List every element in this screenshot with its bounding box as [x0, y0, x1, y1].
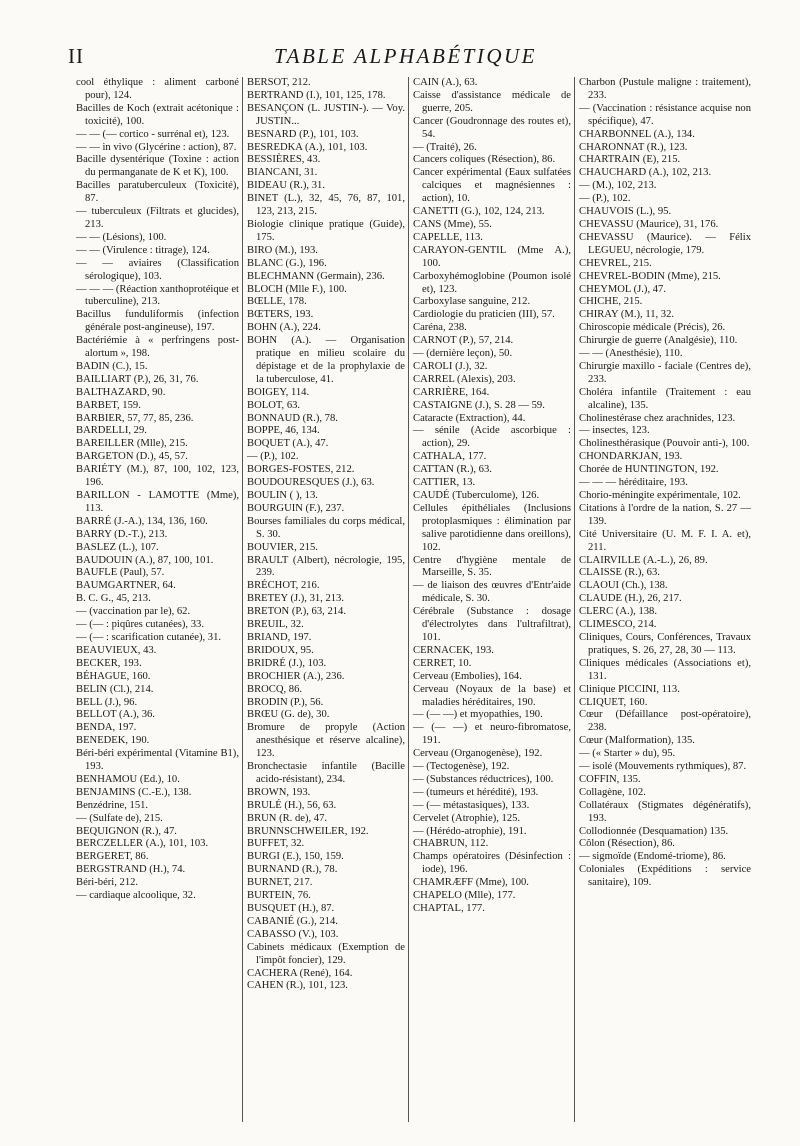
index-entry: BALTHAZARD, 90. [76, 386, 166, 398]
index-entry: BRODIN (P.), 56. [247, 696, 324, 708]
index-entry: BURGI (E.), 150, 159. [247, 851, 344, 863]
index-entry: — — (Anesthésie), 110. [579, 348, 683, 360]
index-entry: BRULÉ (H.), 56, 63. [247, 799, 337, 811]
index-entry: BAUFLE (Paul), 57. [76, 567, 165, 579]
index-entry: CATTAN (R.), 63. [413, 464, 492, 476]
index-entry: — (Traité), 26. [413, 141, 477, 153]
index-entry: BRAULT (Albert), nécrologie, 195, 239. [247, 554, 405, 579]
index-entry: BIANCANI, 31. [247, 167, 318, 179]
index-entry: Carboxylase sanguine, 212. [413, 296, 531, 308]
index-entry: — sénile (Acide ascorbique : action), 29. [413, 425, 571, 450]
index-entry: CHEVREL-BODIN (Mme), 215. [579, 270, 721, 282]
index-entry: CABASSO (V.), 103. [247, 928, 339, 940]
index-entry: BOLOT, 63. [247, 399, 301, 411]
index-entry: BRETEY (J.), 31, 213. [247, 593, 345, 605]
index-entry: — (P.), 102. [579, 193, 631, 205]
index-entry: CLAIRVILLE (A.-L.), 26, 89. [579, 554, 708, 566]
index-entry: Benzédrine, 151. [76, 799, 149, 811]
index-entry: Cardiologie du praticien (III), 57. [413, 309, 555, 321]
index-entry: CHICHE, 215. [579, 296, 643, 308]
index-entry: Carboxyhémoglobine (Poumon isolé et), 123. [413, 270, 571, 295]
index-entry: CLIQUET, 160. [579, 696, 648, 708]
index-entry: — — — (Réaction xanthoprotéique et tuberculine), 213. [76, 283, 239, 308]
index-entry: — (« Starter » du), 95. [579, 748, 676, 760]
index-entry: Choléra infantile (Traitement : eau alcaline), 135. [579, 386, 751, 411]
index-entry: BINET (L.), 32, 45, 76, 87, 101, 123, 213, 215. [247, 193, 405, 218]
index-entry: BREUIL, 32. [247, 619, 304, 631]
index-entry: BERCZELLER (A.), 101, 103. [76, 838, 209, 850]
index-entry: BRIDOUX, 95. [247, 644, 314, 656]
index-entry: — — — héréditaire, 193. [579, 477, 688, 489]
index-entry: BARBIER, 57, 77, 85, 236. [76, 412, 194, 424]
index-entry: — (— —) et myopathies, 190. [413, 709, 543, 721]
index-entry: BARILLON - LAMOTTE (Mme), 113. [76, 490, 239, 514]
index-entry: CERRET, 10. [413, 657, 472, 669]
index-entry: CLIMESCO, 214. [579, 619, 657, 631]
index-entry: CAROLI (J.), 32. [413, 360, 488, 372]
index-entry: — (Substances réductrices), 100. [413, 773, 554, 785]
index-entry: CLAISSE (R.), 63. [579, 567, 660, 579]
index-entry: BRIAND, 197. [247, 631, 312, 643]
index-entry: CHEVASSU (Maurice), 31, 176. [579, 218, 719, 230]
index-entry: BUFFET, 32. [247, 838, 305, 850]
index-entry: Cancers coliques (Résection), 86. [413, 154, 556, 166]
index-entry: BADIN (C.), 15. [76, 360, 148, 372]
index-entry: CHABRUN, 112. [413, 838, 489, 850]
index-entry: Collatéraux (Stigmates dégénératifs), 193. [579, 799, 751, 824]
index-entry: Cataracte (Extraction), 44. [413, 412, 526, 424]
index-entry: CERNACEK, 193. [413, 644, 494, 656]
index-column-3 [409, 77, 575, 1122]
index-entry: cool éthylique : aliment carboné pour), 124. [76, 77, 239, 101]
index-entry: Charbon (Pustule maligne : traitement), 233. [579, 77, 751, 101]
index-entry: BOUVIER, 215. [247, 541, 318, 553]
index-column-4 [575, 77, 754, 1122]
index-entry: CHEVREL, 215. [579, 257, 652, 269]
index-entry: BESANÇON (L. JUSTIN-). — Voy. JUSTIN... [247, 102, 405, 127]
index-entry: BERSOT, 212. [247, 77, 311, 88]
index-entry: CHARONNAT (R.), 123. [579, 141, 688, 153]
index-entry: Cerveau (Embolies), 164. [413, 670, 522, 682]
index-entry: Cœur (Malformation), 135. [579, 735, 695, 747]
index-entry: Chorée de HUNTINGTON, 192. [579, 464, 719, 476]
index-entry: CAHEN (R.), 101, 123. [247, 980, 348, 992]
index-entry: BURNET, 217. [247, 877, 313, 889]
index-entry: BAREILLER (Mlle), 215. [76, 438, 188, 450]
index-entry: — (tumeurs et hérédité), 193. [413, 786, 539, 798]
index-entry: BERTRAND (I.), 101, 125, 178. [247, 89, 386, 101]
index-entry: CAUDÉ (Tuberculome), 126. [413, 490, 540, 501]
index-column-2 [243, 77, 409, 1122]
index-entry: Collodionnée (Desquamation) 135. [579, 825, 729, 837]
index-entry: BRETON (P.), 63, 214. [247, 606, 346, 618]
index-entry: Centre d'hygiène mentale de Marseille, S. 35. [413, 554, 571, 579]
index-entry: — (— —) et neuro-fibromatose, 191. [413, 722, 571, 747]
index-entry: CHAUVOIS (L.), 95. [579, 206, 672, 218]
index-entry: CARRIÈRE, 164. [413, 386, 490, 398]
index-entry: Cliniques médicales (Associations et), 131. [579, 657, 751, 682]
index-entry: — isolé (Mouvements rythmiques), 87. [579, 761, 747, 773]
index-entry: CHAPELO (Mlle), 177. [413, 890, 516, 902]
index-entry: BELL (J.), 96. [76, 696, 138, 708]
index-entry: BROCHIER (A.), 236. [247, 670, 345, 682]
index-entry: Bacilles paratuberculeux (Toxicité), 87. [76, 180, 239, 205]
index-entry: — (dernière leçon), 50. [413, 348, 513, 360]
index-entry: BELLOT (A.), 36. [76, 709, 155, 721]
index-entry: CHAUCHARD (A.), 102, 213. [579, 167, 712, 179]
index-entry: B. C. G., 45, 213. [76, 593, 151, 605]
index-entry: — (Sulfate de), 215. [76, 812, 163, 824]
page-number: II [68, 44, 84, 68]
index-entry: CARAYON-GENTIL (Mme A.), 100. [413, 244, 571, 269]
index-entry: BOQUET (A.), 47. [247, 438, 329, 450]
index-entry: BLANC (G.), 196. [247, 257, 327, 269]
index-entry: CATHALA, 177. [413, 451, 487, 463]
index-entry: CACHERA (René), 164. [247, 967, 353, 979]
page-header [68, 44, 743, 78]
index-entry: BURTEIN, 76. [247, 890, 311, 902]
index-entry: Côlon (Résection), 86. [579, 838, 675, 850]
index-entry: Bacille dysentérique (Toxine : action du permanganate de K et K), 100. [76, 154, 239, 179]
index-entry: Cervelet (Atrophie), 125. [413, 812, 521, 824]
index-entry: Cellules épithéliales (Inclusions protoplasmiques : élimination par salive parotidienne dans oreillons), 102. [413, 502, 571, 553]
index-entry: BECKER, 193. [76, 657, 142, 669]
index-entry: CHEVASSU (Maurice). — Félix LEGUEU, nécrologie, 179. [579, 231, 751, 256]
index-entry: Bronchectasie infantile (Bacille acido-résistant), 234. [247, 761, 405, 785]
index-entry: BOHN (A.), 224. [247, 322, 321, 334]
index-entry: BOUDOURESQUES (J.), 63. [247, 477, 375, 489]
index-entry: Coloniales (Expéditions : service sanitaire), 109. [579, 864, 751, 889]
index-entry: BŒTERS, 193. [247, 309, 314, 321]
index-entry: Cérébrale (Substance : dosage d'électrolytes dans l'ultrafiltrat), 101. [413, 606, 571, 643]
index-entry: BESSIÈRES, 43. [247, 154, 321, 166]
index-entry: — (P.), 102. [247, 451, 299, 463]
index-entry: BROWN, 193. [247, 786, 311, 798]
index-entry: CANETTI (G.), 102, 124, 213. [413, 206, 545, 218]
index-entry: BONNAUD (R.), 78. [247, 412, 338, 424]
index-entry: CHARTRAIN (E), 215. [579, 154, 681, 166]
index-entry: — de liaison des œuvres d'Entr'aide médicale, S. 30. [413, 580, 571, 605]
index-entry: BASLEZ (L.), 107. [76, 541, 159, 553]
index-entry: BRUNNSCHWEILER, 192. [247, 825, 369, 837]
index-entry: — — in vivo (Glycérine : action), 87. [76, 141, 237, 153]
index-entry: Cholinestérase chez arachnides, 123. [579, 412, 736, 424]
index-entry: CASTAIGNE (J.), S. 28 — 59. [413, 399, 545, 411]
index-entry: Cancer (Goudronnage des routes et), 54. [413, 115, 571, 140]
index-entry: — (Vaccination : résistance acquise non spécifique), 47. [579, 102, 751, 127]
index-entry: BARRÉ (J.-A.), 134, 136, 160. [76, 515, 208, 527]
index-entry: BLECHMANN (Germain), 236. [247, 270, 385, 282]
index-entry: CABANIÉ (G.), 214. [247, 915, 338, 927]
index-entry: BERGERET, 86. [76, 851, 149, 863]
index-entry: BŒLLE, 178. [247, 296, 307, 308]
index-entry: Cerveau (Organogenèse), 192. [413, 748, 543, 760]
index-entry: CAPELLE, 113. [413, 231, 483, 243]
index-entry: BARGETON (D.), 45, 57. [76, 451, 188, 463]
index-entry: — — (Virulence : titrage), 124. [76, 244, 210, 256]
index-entry: CHIRAY (M.), 11, 32. [579, 309, 675, 321]
index-entry: COFFIN, 135. [579, 773, 641, 785]
index-entry: — insectes, 123. [579, 425, 650, 437]
index-entry: Cerveau (Noyaux de la base) et maladies héréditaires, 190. [413, 683, 571, 708]
index-entry: CHAMRÆFF (Mme), 100. [413, 877, 529, 889]
index-entry: CLAOUI (Ch.), 138. [579, 580, 668, 592]
index-entry: Chirurgie de guerre (Analgésie), 110. [579, 335, 738, 347]
index-entry: BIRO (M.), 193. [247, 244, 318, 256]
index-entry: BOULIN ( ), 13. [247, 490, 318, 501]
index-entry: — (— : scarification cutanée), 31. [76, 631, 222, 643]
index-entry: Bacilles de Koch (extrait acétonique : toxicité), 100. [76, 102, 239, 127]
index-entry: CAIN (A.), 63. [413, 77, 478, 88]
index-entry: — — (— cortico - surrénal et), 123. [76, 128, 230, 140]
index-entry: Champs opératoires (Désinfection : iode), 196. [413, 851, 571, 876]
running-title: TABLE ALPHABÉTIQUE [274, 44, 537, 68]
index-entry: BURNAND (R.), 78. [247, 864, 338, 876]
index-entry: BOURGUIN (F.), 237. [247, 502, 345, 514]
index-entry: Clinique PICCINI, 113. [579, 683, 680, 695]
index-entry: Biologie clinique pratique (Guide), 175. [247, 218, 405, 243]
index-entry: BENJAMINS (C.-E.), 138. [76, 786, 192, 798]
index-entry: BROCQ, 86. [247, 683, 303, 695]
index-entry: BELIN (Cl.), 214. [76, 683, 154, 695]
index-entry: Bacillus funduliformis (infection générale post-angineuse), 197. [76, 309, 239, 334]
index-entry: Citations à l'ordre de la nation, S. 27 — 139. [579, 502, 751, 527]
index-entry: — (M.), 102, 213. [579, 180, 657, 192]
index-entry: BARDELLI, 29. [76, 425, 147, 437]
index-entry: — sigmoïde (Endomé-triome), 86. [579, 851, 726, 863]
index-entry: Cité Universitaire (U. M. F. I. A. et), 211. [579, 528, 751, 553]
index-entry: CLAUDE (H.), 26, 217. [579, 593, 682, 605]
index-entry: BRIDRÉ (J.), 103. [247, 657, 327, 669]
index-entry: CHAPTAL, 177. [413, 903, 485, 914]
index-entry: CARNOT (P.), 57, 214. [413, 335, 514, 347]
index-entry: BOPPE, 46, 134. [247, 425, 320, 437]
index-entry: BOIGEY, 114. [247, 386, 310, 398]
index-entry: BEQUIGNON (R.), 47. [76, 825, 177, 837]
index-entry: Béri-béri expérimental (Vitamine B1), 193. [76, 748, 239, 773]
index-entry: BIDEAU (R.), 31. [247, 180, 325, 192]
index-entry: BRŒU (G. de), 30. [247, 709, 330, 721]
index-entry: BENDA, 197. [76, 722, 137, 734]
index-entry: CLERC (A.), 138. [579, 606, 657, 618]
index-columns [72, 77, 754, 1122]
index-entry: BERGSTRAND (H.), 74. [76, 864, 186, 876]
index-entry: — cardiaque alcoolique, 32. [76, 890, 196, 902]
index-entry: Cancer expérimental (Eaux sulfatées calciques et magnésiennes : action), 10. [413, 167, 571, 205]
index-entry: CHARBONNEL (A.), 134. [579, 128, 695, 140]
index-entry: CHONDARKJAN, 193. [579, 451, 683, 463]
index-entry: Cliniques, Cours, Conférences, Travaux pratiques, S. 26, 27, 28, 30 — 113. [579, 631, 751, 656]
index-entry: — (vaccination par le), 62. [76, 606, 191, 618]
index-entry: — — (Lésions), 100. [76, 231, 167, 243]
index-entry: Bactériémie à « perfringens post-alortum », 198. [76, 335, 239, 360]
index-entry: Caisse d'assistance médicale de guerre, 205. [413, 89, 571, 114]
index-entry: BESREDKA (A.), 101, 103. [247, 141, 368, 153]
index-entry: BARRY (D.-T.), 213. [76, 528, 168, 540]
index-entry: Cholinesthérasique (Pouvoir anti-), 100. [579, 438, 750, 450]
index-entry: Bourses familiales du corps médical, S. 30. [247, 515, 405, 540]
index-entry: Chorio-méningite expérimentale, 102. [579, 490, 741, 501]
index-entry: BOHN (A.). — Organisation pratique en milieu scolaire du dépistage et de la prophylaxie de la tuberculose, 41. [247, 335, 405, 385]
index-entry: — tuberculeux (Filtrats et glucides), 213. [76, 206, 239, 230]
index-entry: BORGES-FOSTES, 212. [247, 464, 355, 476]
index-entry: Chiroscopie médicale (Précis), 26. [579, 322, 726, 334]
index-entry: BARIÉTY (M.), 87, 100, 102, 123, 196. [76, 464, 239, 489]
index-entry: — (Hérédo-atrophie), 191. [413, 825, 527, 837]
index-entry: BLOCH (Mlle F.), 100. [247, 283, 347, 295]
index-entry: BRÉCHOT, 216. [247, 580, 320, 592]
index-column-1 [72, 77, 243, 1122]
index-entry: Cœur (Défaillance post-opératoire), 238. [579, 709, 751, 734]
index-entry: BEAUVIEUX, 43. [76, 644, 157, 656]
index-entry: Bromure de propyle (Action anesthésique et réserve alcaline), 123. [247, 722, 405, 760]
index-entry: Cabinets médicaux (Exemption de l'impôt foncier), 129. [247, 941, 405, 966]
index-entry: BRUN (R. de), 47. [247, 812, 328, 824]
index-entry: Béri-béri, 212. [76, 877, 139, 889]
index-entry: — (Tectogenèse), 192. [413, 761, 510, 773]
index-entry: — (— : piqûres cutanées), 33. [76, 619, 204, 631]
index-entry: BAILLIART (P.), 26, 31, 76. [76, 373, 199, 385]
index-entry: CARREL (Alexis), 203. [413, 373, 516, 385]
index-entry: BENEDEK, 190. [76, 735, 150, 747]
index-entry: CANS (Mme), 55. [413, 218, 492, 230]
index-entry: BAUMGARTNER, 64. [76, 580, 176, 592]
index-entry: — (— métastasiques), 133. [413, 799, 530, 811]
index-entry: BÉHAGUE, 160. [76, 670, 151, 682]
index-entry: Caréna, 238. [413, 322, 467, 334]
index-entry: BAUDOUIN (A.), 87, 100, 101. [76, 554, 214, 566]
index-entry: Collagène, 102. [579, 786, 646, 798]
index-entry: CATTIER, 13. [413, 477, 476, 489]
index-entry: CHEYMOL (J.), 47. [579, 283, 666, 295]
index-entry: BARBET, 159. [76, 399, 141, 411]
index-entry: BENHAMOU (Ed.), 10. [76, 773, 180, 785]
index-entry: — — aviaires (Classification sérologique), 103. [76, 257, 239, 282]
index-entry: BUSQUET (H.), 87. [247, 903, 335, 914]
index-entry: BESNARD (P.), 101, 103. [247, 128, 359, 140]
index-entry: Chirurgie maxillo - faciale (Centres de), 233. [579, 360, 751, 385]
